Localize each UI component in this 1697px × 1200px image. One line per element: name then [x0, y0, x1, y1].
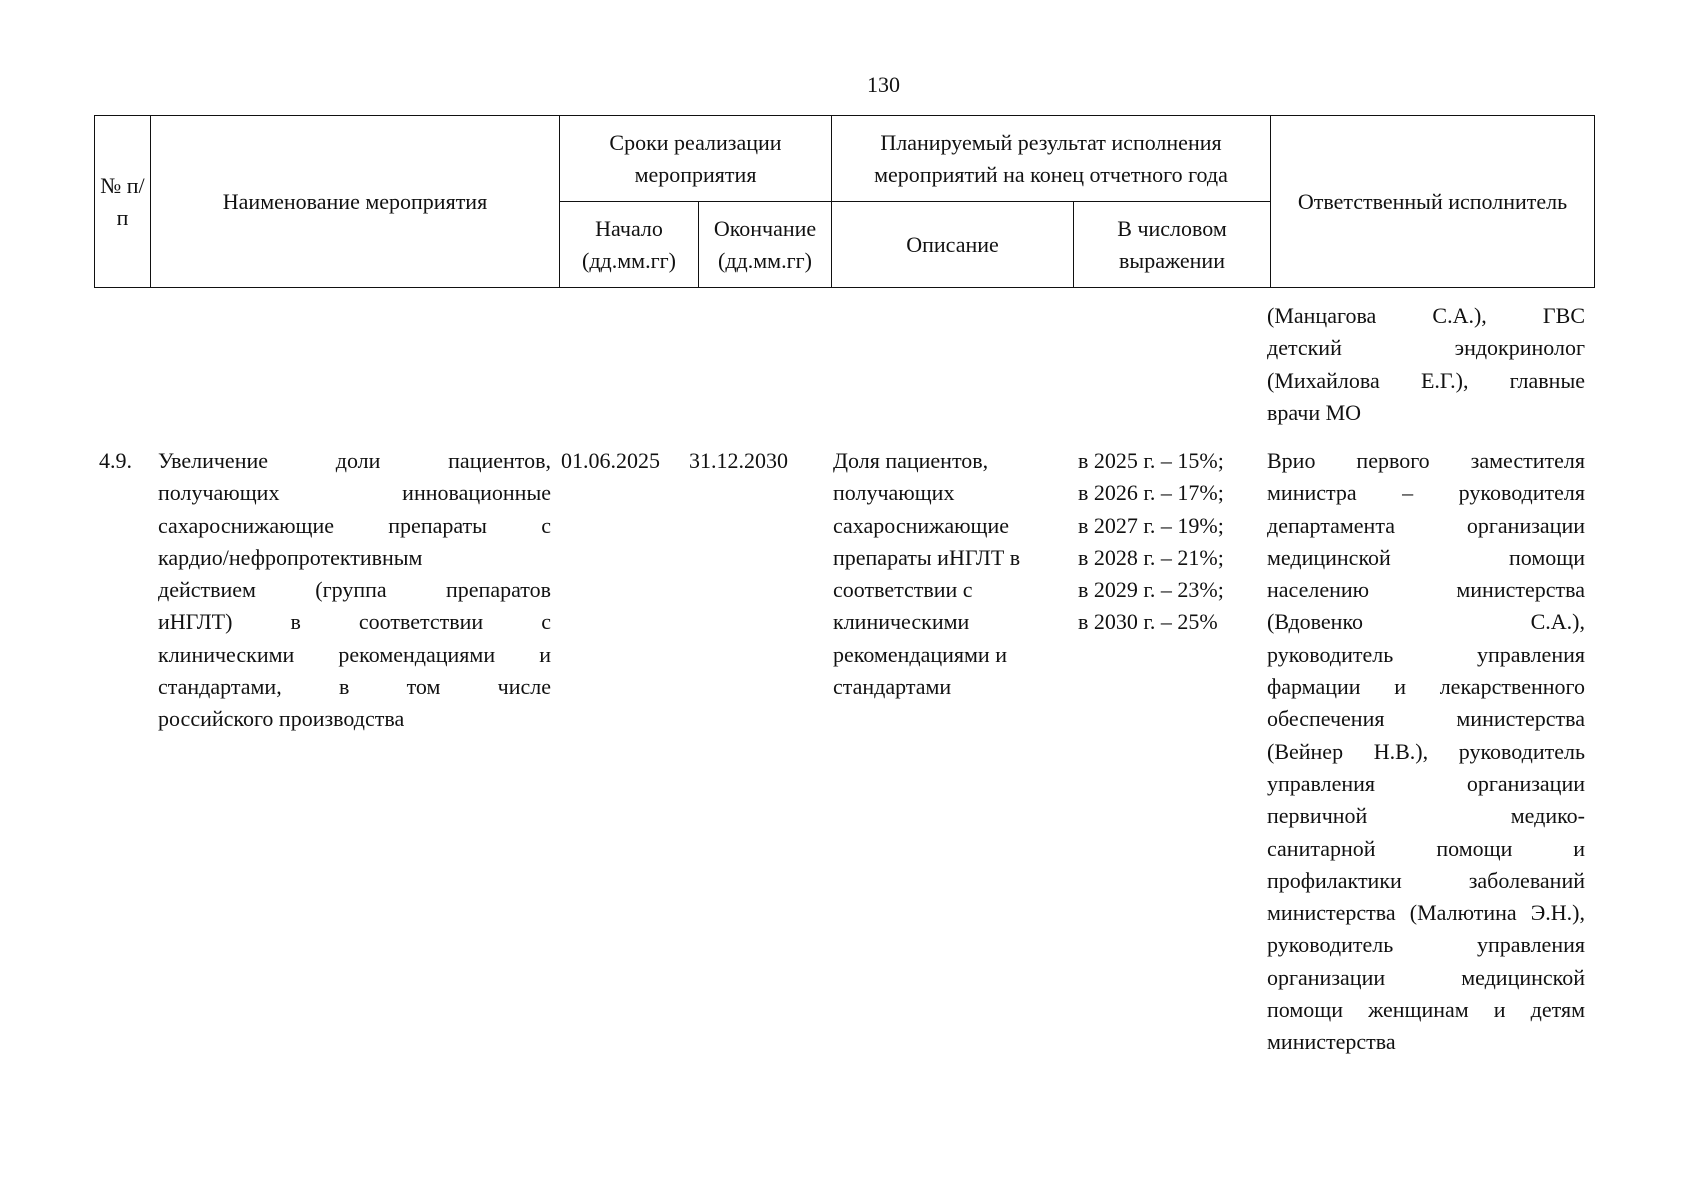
- text-line: в 2026 г. – 17%;: [1078, 480, 1224, 506]
- text-line: кардио/нефропротективным: [158, 544, 423, 570]
- text-line: руководитель управления: [1267, 641, 1585, 667]
- header-description: Описание: [832, 202, 1074, 288]
- text-line: (Вейнер Н.В.), руководитель: [1267, 738, 1585, 764]
- text-line: (Манцагова С.А.), ГВС: [1267, 303, 1585, 328]
- text-line: Увеличение доли пациентов,: [158, 448, 551, 473]
- header-responsible: Ответственный исполнитель: [1271, 116, 1595, 288]
- text-line: в 2030 г. – 25%: [1078, 609, 1218, 635]
- row-responsible: [1267, 445, 1585, 1059]
- text-line: клиническими: [833, 609, 970, 635]
- text-line: населению министерства: [1267, 577, 1585, 603]
- text-line: помощи женщинам и детям: [1267, 997, 1585, 1023]
- text-line: рекомендациями и: [833, 641, 1007, 667]
- text-line: сахароснижающие препараты с: [158, 512, 551, 538]
- text-line: соответствии с: [833, 577, 973, 603]
- text-line: стандартами, в том числе: [158, 674, 551, 700]
- text-line: обеспечения министерства: [1267, 706, 1585, 732]
- text-line: Доля пациентов,: [833, 448, 989, 473]
- text-line: фармации и лекарственного: [1267, 674, 1585, 700]
- text-line: министра – руководителя: [1267, 480, 1585, 506]
- text-line: клиническими рекомендациями и: [158, 641, 551, 667]
- text-line: (Вдовенко С.А.),: [1267, 609, 1585, 635]
- text-line: в 2027 г. – 19%;: [1078, 512, 1224, 538]
- header-numeric: В числовом выражении: [1074, 202, 1271, 288]
- text-line: получающих: [833, 480, 955, 506]
- row-number: 4.9.: [99, 448, 132, 473]
- text-line: санитарной помощи и: [1267, 835, 1585, 861]
- text-line: врачи МО: [1267, 399, 1362, 425]
- row-description: [833, 445, 1058, 703]
- text-line: получающих инновационные: [158, 480, 551, 506]
- text-line: в 2029 г. – 23%;: [1078, 577, 1224, 603]
- text-line: сахароснижающие: [833, 512, 1010, 538]
- header-end: Окончание (дд.мм.гг): [699, 202, 832, 288]
- header-terms: Сроки реализации мероприятия: [560, 116, 832, 202]
- text-line: стандартами: [833, 674, 952, 700]
- header-result: Планируемый результат исполнения мероприятий на конец отчетного года: [832, 116, 1271, 202]
- text-line: (Михайлова Е.Г.), главные: [1267, 367, 1585, 393]
- text-line: министерства (Малютина Э.Н.),: [1267, 900, 1585, 926]
- row-start-date: 01.06.2025: [561, 448, 660, 473]
- text-line: в 2025 г. – 15%;: [1078, 448, 1224, 473]
- text-line: министерства: [1267, 1029, 1396, 1055]
- text-line: препараты иНГЛТ в: [833, 544, 1021, 570]
- text-line: управления организации: [1267, 770, 1585, 796]
- text-line: российского производства: [158, 706, 405, 732]
- row-end-date: 31.12.2030: [689, 448, 788, 473]
- text-line: детский эндокринолог: [1267, 335, 1585, 361]
- text-line: профилактики заболеваний: [1267, 867, 1585, 893]
- header-num: № п/п: [95, 116, 151, 288]
- text-line: организации медицинской: [1267, 964, 1585, 990]
- row-numeric: [1078, 445, 1258, 639]
- header-start: Начало (дд.мм.гг): [560, 202, 699, 288]
- table-header: [94, 115, 1595, 288]
- continuation-responsible: [1267, 300, 1585, 429]
- text-line: Врио первого заместителя: [1267, 448, 1585, 473]
- text-line: действием (группа препаратов: [158, 577, 551, 603]
- text-line: медицинской помощи: [1267, 544, 1585, 570]
- text-line: руководитель управления: [1267, 932, 1585, 958]
- text-line: первичной медико-: [1267, 803, 1585, 829]
- header-name: Наименование мероприятия: [151, 116, 560, 288]
- row-name: [158, 445, 551, 736]
- text-line: в 2028 г. – 21%;: [1078, 544, 1224, 570]
- page-number: 130: [867, 72, 900, 97]
- text-line: иНГЛТ) в соответствии с: [158, 609, 551, 635]
- text-line: департамента организации: [1267, 512, 1585, 538]
